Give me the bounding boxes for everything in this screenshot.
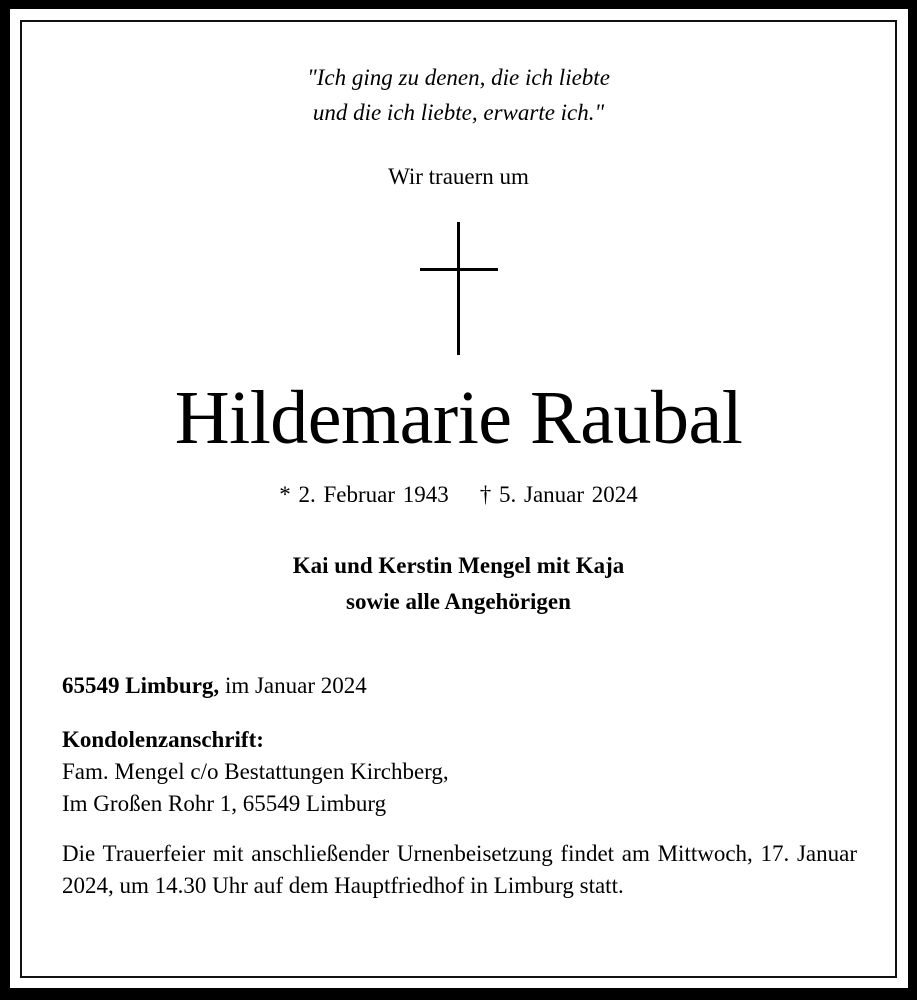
address-line: Fam. Mengel c/o Bestattungen Kirchberg,: [62, 759, 449, 784]
condolence-address: [62, 724, 857, 820]
place: 65549 Limburg,: [62, 673, 220, 698]
date-text: im Januar 2024: [219, 673, 367, 698]
condolence-heading: Kondolenzanschrift:: [62, 727, 264, 752]
cross-vertical: [457, 222, 460, 355]
mourners: [0, 548, 917, 620]
place-date: [62, 670, 857, 702]
death-date: † 5. Januar 2024: [479, 482, 638, 507]
address-line: Im Großen Rohr 1, 65549 Limburg: [62, 791, 387, 816]
life-dates: [0, 482, 917, 508]
quote-line: "Ich ging zu denen, die ich liebte: [307, 65, 610, 90]
mourners-line: sowie alle Angehörigen: [346, 589, 571, 614]
birth-date: * 2. Februar 1943: [279, 482, 449, 507]
funeral-info: Die Trauerfeier mit anschließender Urnenbeisetzung findet am Mittwoch, 17. Januar 2024, um 14.30 Uhr auf dem Hauptfriedhof in Limburg statt.: [62, 841, 857, 898]
quote-line: und die ich liebte, erwarte ich.": [312, 100, 605, 125]
quote: [0, 60, 917, 130]
intro-text: Wir trauern um: [388, 164, 529, 189]
mourners-line: Kai und Kerstin Mengel mit Kaja: [292, 553, 625, 578]
deceased-name: Hildemarie Raubal: [174, 376, 743, 460]
cross-horizontal: [420, 268, 498, 271]
